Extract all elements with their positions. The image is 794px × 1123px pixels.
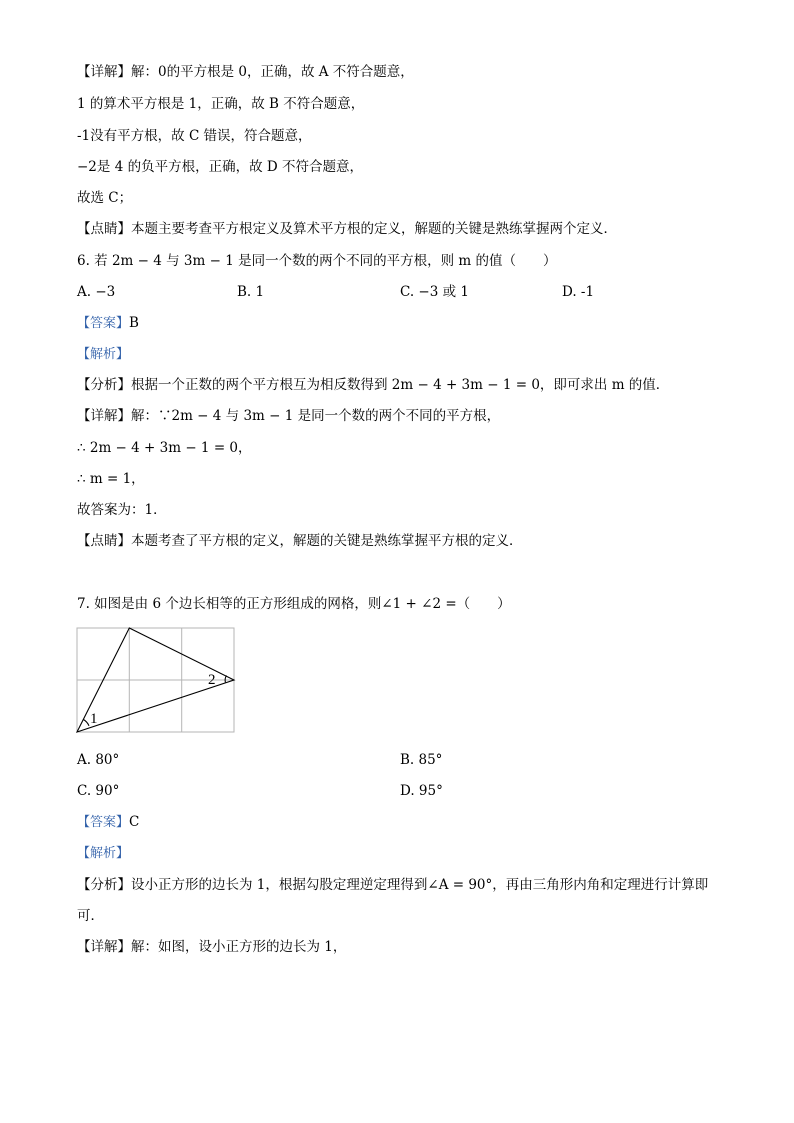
q6-fenxi: 【分析】根据一个正数的两个平方根互为相反数得到 2m − 4 + 3m − 1 = 0，即可求出 m 的值． — [77, 377, 670, 393]
q6-option-a: A. −3 — [77, 284, 116, 300]
explanation-line-2: 1 的算术平方根是 1，正确，故 B 不符合题意， — [77, 96, 365, 112]
q6-analysis-heading — [77, 344, 129, 365]
answer-value: B — [129, 315, 139, 331]
analysis-tag: 【解析】 — [77, 846, 130, 861]
q7-option-b: B. 85° — [400, 752, 443, 768]
q7-option-d: D. 95° — [400, 783, 443, 799]
answer-value: C — [129, 814, 140, 830]
explanation-line-5: 故选 C； — [77, 190, 133, 206]
explanation-line-3: -1没有平方根，故 C 错误，符合题意， — [77, 128, 312, 144]
explanation-line-1: 【详解】解：0的平方根是 0，正确，故 A 不符合题意， — [77, 64, 414, 80]
q6-xiangjie: 【详解】解：∵2m − 4 与 3m − 1 是同一个数的两个不同的平方根， — [77, 408, 501, 424]
q6-key-point: 【点睛】本题考查了平方根的定义，解题的关键是熟练掌握平方根的定义． — [77, 533, 523, 549]
analysis-tag: 【解析】 — [77, 347, 130, 362]
q6-step-2: ∴ m = 1， — [77, 471, 145, 487]
angle-2-label: 2 — [208, 672, 216, 688]
angle-2-arc — [225, 676, 226, 683]
q7-option-c: C. 90° — [77, 783, 120, 799]
grid-triangle-figure — [76, 627, 238, 735]
q7-xiangjie: 【详解】解：如图，设小正方形的边长为 1， — [77, 939, 347, 955]
q7-analysis-heading — [77, 843, 129, 864]
question-7-stem: 7. 如图是由 6 个边长相等的正方形组成的网格，则∠1 + ∠2 =（ ） — [77, 596, 511, 612]
q6-option-d: D. -1 — [562, 284, 595, 300]
explanation-line-4: −2是 4 的负平方根，正确，故 D 不符合题意， — [77, 159, 363, 175]
answer-tag: 【答案】 — [77, 316, 130, 331]
q7-option-a: A. 80° — [77, 752, 120, 768]
q6-step-1: ∴ 2m − 4 + 3m − 1 = 0， — [77, 440, 252, 456]
angle-1-label: 1 — [90, 711, 98, 727]
q7-fenxi-line-2: 可． — [77, 908, 104, 924]
q6-conclusion: 故答案为：1． — [77, 502, 167, 518]
q7-answer — [77, 812, 139, 833]
q7-fenxi-line-1: 【分析】设小正方形的边长为 1，根据勾股定理逆定理得到∠A = 90°，再由三角形内角和定理进行计算即 — [77, 877, 709, 893]
q6-answer — [77, 313, 139, 334]
q6-option-b: B. 1 — [237, 284, 265, 300]
angle-1-arc — [83, 719, 89, 725]
question-6-stem: 6. 若 2m − 4 与 3m − 1 是同一个数的两个不同的平方根，则 m 的值（ ） — [77, 253, 557, 269]
answer-tag: 【答案】 — [77, 815, 130, 830]
q6-option-c: C. −3 或 1 — [400, 284, 470, 300]
key-point-line: 【点睛】本题主要考查平方根定义及算术平方根的定义，解题的关键是熟练掌握两个定义． — [77, 221, 617, 237]
